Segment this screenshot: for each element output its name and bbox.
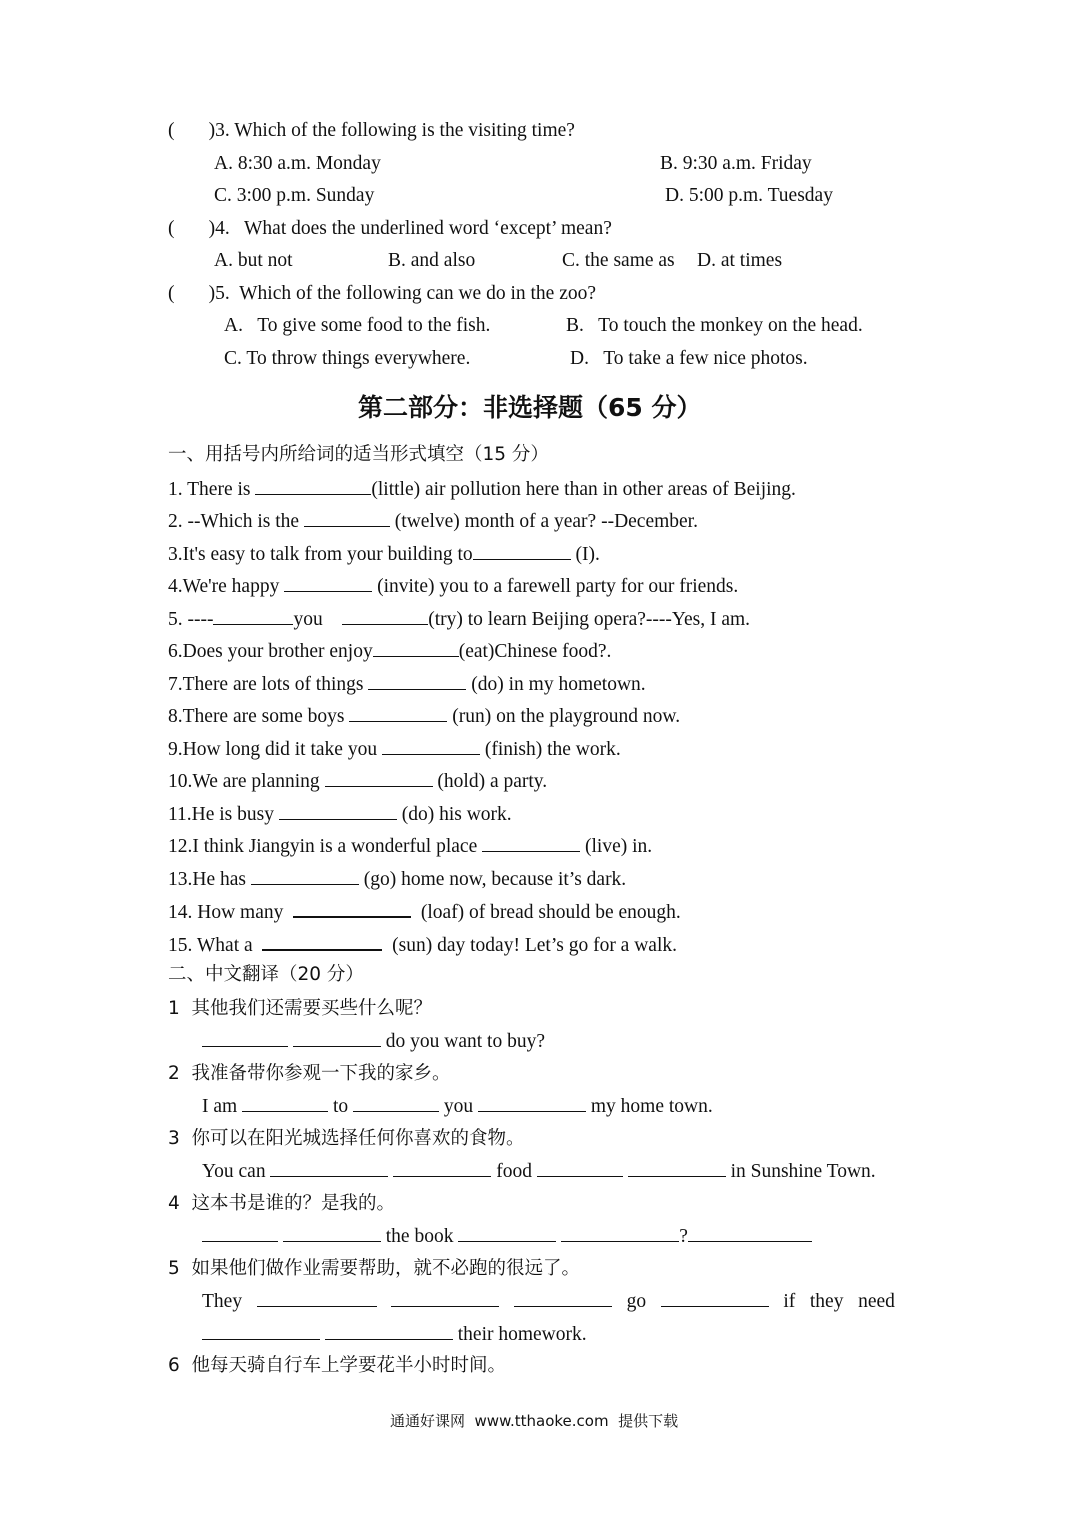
answer-blank[interactable] xyxy=(293,1028,381,1047)
fill-item-8: 8.There are some boys (run) on the playground now. xyxy=(168,703,680,730)
answer-blank[interactable] xyxy=(514,1288,612,1307)
translation-2-chinese: 2 我准备带你参观一下我的家乡。 xyxy=(168,1063,451,1084)
answer-blank[interactable] xyxy=(628,1158,726,1177)
fill-item-3: 3.It's easy to talk from your building to (I). xyxy=(168,541,600,568)
q4-option-c: C. the same as xyxy=(562,250,675,271)
translation-5-english-line2: their homework. xyxy=(202,1321,587,1348)
answer-blank[interactable] xyxy=(283,1223,381,1242)
answer-blank[interactable] xyxy=(262,931,382,951)
q3-option-a: A. 8:30 a.m. Monday xyxy=(214,153,381,174)
q4-option-d: D. at times xyxy=(697,250,783,271)
fill-item-5: 5. ---- you (try) to learn Beijing opera?----Yes, I am. xyxy=(168,606,750,633)
q3-option-c: C. 3:00 p.m. Sunday xyxy=(214,185,375,206)
translation-3-english: You can food in Sunshine Town. xyxy=(202,1158,876,1185)
answer-blank[interactable] xyxy=(537,1158,623,1177)
answer-blank[interactable] xyxy=(373,638,459,657)
q4-option-b: B. and also xyxy=(388,250,476,271)
answer-blank[interactable] xyxy=(325,768,433,787)
fill-item-7: 7.There are lots of things (do) in my hometown. xyxy=(168,671,646,698)
translation-5-english-line1: They go if they need xyxy=(202,1288,895,1315)
answer-blank[interactable] xyxy=(251,866,359,885)
fill-item-13: 13.He has (go) home now, because it’s dark. xyxy=(168,866,626,893)
translation-5-chinese: 5 如果他们做作业需要帮助，就不必跑的很远了。 xyxy=(168,1258,581,1279)
answer-blank[interactable] xyxy=(561,1223,679,1242)
translation-3-chinese: 3 你可以在阳光城选择任何你喜欢的食物。 xyxy=(168,1128,525,1149)
fill-item-14: 14. How many (loaf) of bread should be enough. xyxy=(168,898,681,926)
fill-item-15: 15. What a (sun) day today! Let’s go for a walk. xyxy=(168,931,677,959)
fill-item-12: 12.I think Jiangyin is a wonderful place (live) in. xyxy=(168,833,652,860)
answer-blank[interactable] xyxy=(349,703,447,722)
translation-1-chinese: 1 其他我们还需要买些什么呢？ xyxy=(168,998,433,1019)
answer-blank[interactable] xyxy=(393,1158,491,1177)
answer-blank[interactable] xyxy=(242,1093,328,1112)
answer-blank[interactable] xyxy=(202,1321,320,1340)
section1-heading: 一、用括号内所给词的适当形式填空（15 分） xyxy=(168,444,549,465)
translation-6-chinese: 6 他每天骑自行车上学要花半小时时间。 xyxy=(168,1355,507,1376)
answer-blank[interactable] xyxy=(661,1288,769,1307)
fill-item-4: 4.We're happy (invite) you to a farewell party for our friends. xyxy=(168,573,738,600)
answer-blank[interactable] xyxy=(342,606,428,625)
section2-heading: 二、中文翻译（20 分） xyxy=(168,964,364,985)
answer-blank[interactable] xyxy=(688,1223,812,1242)
translation-4-english: the book ? xyxy=(202,1223,812,1250)
q3-option-b: B. 9:30 a.m. Friday xyxy=(660,153,812,174)
answer-blank[interactable] xyxy=(458,1223,556,1242)
answer-blank[interactable] xyxy=(284,573,372,592)
fill-item-9: 9.How long did it take you (finish) the work. xyxy=(168,736,621,763)
answer-blank[interactable] xyxy=(257,1288,377,1307)
answer-blank[interactable] xyxy=(270,1158,388,1177)
answer-blank[interactable] xyxy=(293,898,411,918)
q5-option-a: A. To give some food to the fish. xyxy=(224,315,491,336)
fill-item-2: 2. --Which is the (twelve) month of a year? --December. xyxy=(168,508,698,535)
translation-2-english: I am to you my home town. xyxy=(202,1093,713,1120)
q5-option-b: B. To touch the monkey on the head. xyxy=(566,315,863,336)
fill-item-1: 1. There is (little) air pollution here than in other areas of Beijing. xyxy=(168,476,796,503)
question-5: ( )5. Which of the following can we do in the zoo? xyxy=(168,283,597,304)
answer-blank[interactable] xyxy=(382,736,480,755)
question-4: ( )4. What does the underlined word ‘except’ mean? xyxy=(168,218,612,239)
q5-option-c: C. To throw things everywhere. xyxy=(224,348,471,369)
answer-blank[interactable] xyxy=(482,833,580,852)
answer-blank[interactable] xyxy=(478,1093,586,1112)
page-footer: 通通好课网 www.tthaoke.com 提供下载 xyxy=(390,1412,679,1430)
part2-title: 第二部分：非选择题（65 分） xyxy=(358,393,702,422)
translation-1-english: do you want to buy? xyxy=(202,1028,545,1055)
q5-option-d: D. To take a few nice photos. xyxy=(570,348,808,369)
answer-blank[interactable] xyxy=(353,1093,439,1112)
q4-option-a: A. but not xyxy=(214,250,293,271)
answer-blank[interactable] xyxy=(325,1321,453,1340)
question-3: ( )3. Which of the following is the visiting time? xyxy=(168,120,575,141)
answer-blank[interactable] xyxy=(279,801,397,820)
answer-blank[interactable] xyxy=(304,508,390,527)
fill-item-10: 10.We are planning (hold) a party. xyxy=(168,768,547,795)
answer-blank[interactable] xyxy=(473,541,571,560)
answer-blank[interactable] xyxy=(391,1288,499,1307)
answer-blank[interactable] xyxy=(368,671,466,690)
q3-option-d: D. 5:00 p.m. Tuesday xyxy=(665,185,833,206)
answer-blank[interactable] xyxy=(202,1223,278,1242)
fill-item-11: 11.He is busy (do) his work. xyxy=(168,801,512,828)
answer-blank[interactable] xyxy=(202,1028,288,1047)
fill-item-6: 6.Does your brother enjoy (eat)Chinese food?. xyxy=(168,638,611,665)
answer-blank[interactable] xyxy=(255,476,371,495)
translation-4-chinese: 4 这本书是谁的？是我的。 xyxy=(168,1193,396,1214)
answer-blank[interactable] xyxy=(213,606,293,625)
